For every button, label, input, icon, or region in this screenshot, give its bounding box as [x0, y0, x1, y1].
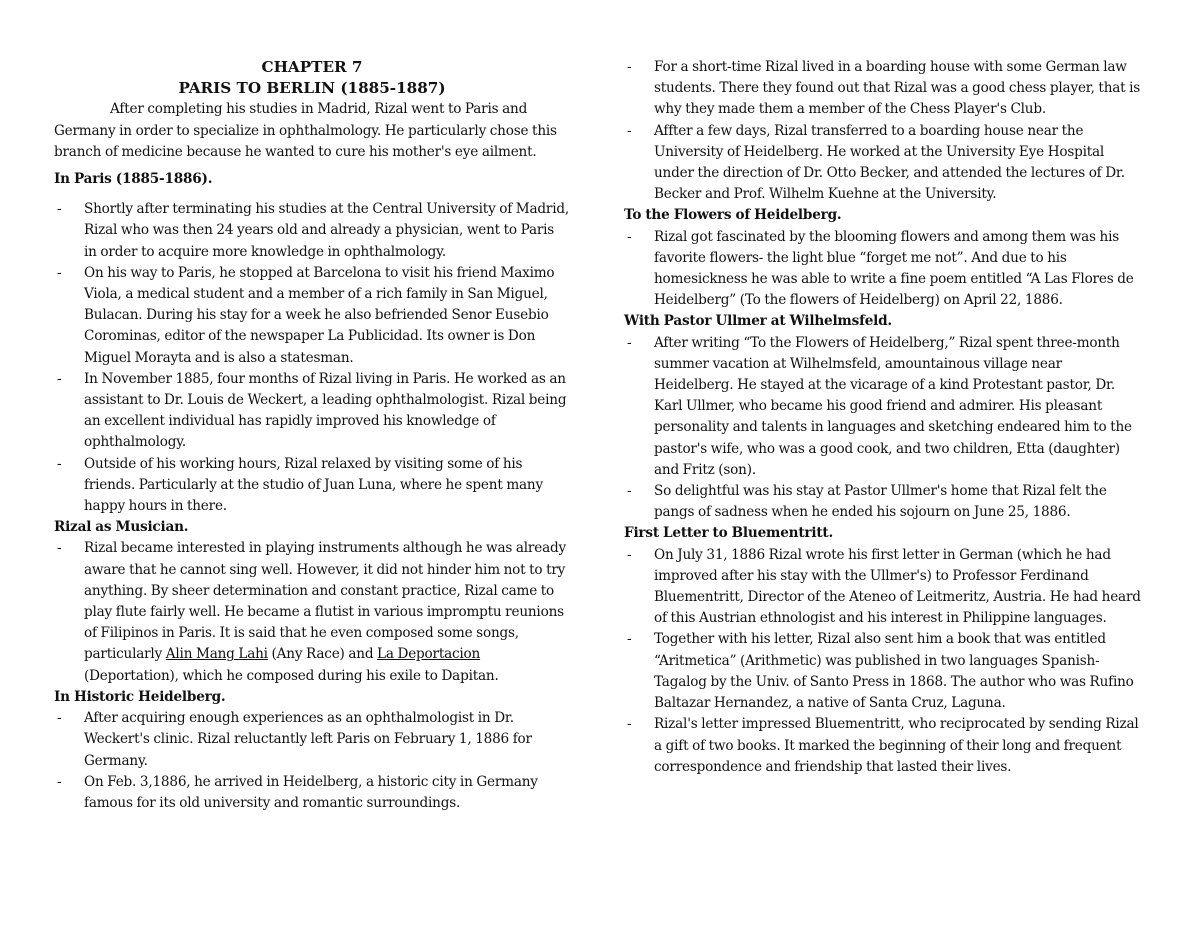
section-heading-heidelberg: In Historic Heidelberg. [54, 688, 226, 705]
list-item [54, 454, 570, 518]
list-item [54, 538, 570, 686]
list-item [624, 629, 1144, 714]
list-item [624, 481, 1144, 523]
bullet-marker: - [627, 546, 632, 563]
musician-text-2: (Any Race) and [267, 646, 378, 663]
musician-text-3: (Deportation), which he composed during his exile to Dapitan. [84, 667, 499, 684]
section-heading-ullmer: With Pastor Ullmer at Wilhelmsfeld. [624, 313, 892, 330]
song-title-alin-mang-lahi: Alin Mang Lahi [165, 646, 268, 663]
list-item-text: In November 1885, four months of Rizal living in Paris. He worked as an assistant to Dr. Louis de Weckert, a leading ophthalmologist. Rizal being an excellent individual has rapidly improved his knowledge of ophthalmology. [84, 370, 567, 451]
list-item [624, 714, 1144, 778]
song-title-la-deportacion: La Deportacion [377, 646, 481, 663]
bullet-marker: - [57, 773, 62, 790]
musician-list [54, 538, 570, 686]
list-item-text: After writing “To the Flowers of Heidelberg,” Rizal spent three-month summer vacation at Wilhelmsfeld, amountainous village near Heidelberg. He stayed at the vicarage of a kind Protestant pastor, Dr. Karl Ullmer, who became his good friend and admirer. His pleasant personality and talents in languages and sketching endeared him to the pastor's wife, who was a good cook, and two children, Etta (daughter) and Fritz (son). [654, 334, 1132, 478]
intro-paragraph: After completing his studies in Madrid, Rizal went to Paris and Germany in order to specialize in ophthalmology. He particularly chose this branch of medicine because he wanted to cure his mother's eye ailment. [54, 101, 557, 160]
bullet-marker: - [57, 370, 62, 387]
list-item [624, 121, 1144, 206]
bullet-marker: - [627, 122, 632, 139]
section-heading-blumentritt: First Letter to Bluementritt. [624, 525, 834, 542]
bullet-marker: - [57, 455, 62, 472]
heidelberg-list-right [624, 57, 1144, 205]
paris-list [54, 199, 570, 517]
left-column [54, 57, 570, 814]
ullmer-list [624, 333, 1144, 524]
bullet-marker: - [57, 540, 62, 557]
blumentritt-list [624, 545, 1144, 778]
list-item-text: Together with his letter, Rizal also sent him a book that was entitled “Aritmetica” (Arithmetic) was published in two languages Spanish-Tagalog by the Univ. of Santo Press in 1868. The author who was Rufino Baltazar Hernandez, a native of Santa Cruz, Laguna. [654, 631, 1134, 712]
list-item-text: On July 31, 1886 Rizal wrote his first letter in German (which he had improved after his stay with the Ullmer's) to Professor Ferdinand Bluementritt, Director of the Ateneo of Leitmeritz, Austria. He had heard of this Austrian ethnologist and his interest in Philippine languages. [654, 546, 1141, 627]
list-item [54, 263, 570, 369]
list-item-text: On Feb. 3,1886, he arrived in Heidelberg, a historic city in Germany famous for its old university and romantic surroundings. [84, 773, 538, 811]
list-item-text: Rizal got fascinated by the blooming flowers and among them was his favorite flowers- the light blue “forget me not”. And due to his homesickness he was able to write a fine poem entitled “A Las Flores de Heidelberg” (To the flowers of Heidelberg) on April 22, 1886. [654, 228, 1134, 309]
flowers-list [624, 227, 1144, 312]
bullet-marker: - [57, 710, 62, 727]
list-item-text: Outside of his working hours, Rizal relaxed by visiting some of his friends. Particularly at the studio of Juan Luna, where he spent many happy hours in there. [84, 455, 543, 515]
list-item-text: After acquiring enough experiences as an ophthalmologist in Dr. Weckert's clinic. Rizal reluctantly left Paris on February 1, 1886 for Germany. [84, 710, 532, 769]
list-item [54, 199, 570, 263]
heidelberg-list-left [54, 708, 570, 814]
musician-text-1: Rizal became interested in playing instruments although he was already aware that he cannot sing well. However, it did not hinder him not to try anything. By sheer determination and constant practice, Rizal came to play flute fairly well. He became a flutist in various impromptu reunions of Filipinos in Paris. It is said that he even composed some songs, particularly [84, 540, 566, 663]
list-item [624, 227, 1144, 312]
bullet-marker: - [627, 631, 632, 648]
bullet-marker: - [627, 716, 632, 733]
list-item [624, 545, 1144, 630]
list-item-text: Rizal's letter impressed Bluementritt, who reciprocated by sending Rizal a gift of two books. It marked the beginning of their long and frequent correspondence and friendship that lasted their lives. [654, 716, 1139, 775]
list-item [54, 708, 570, 772]
section-heading-musician: Rizal as Musician. [54, 519, 189, 536]
list-item [54, 772, 570, 814]
bullet-marker: - [627, 59, 632, 75]
bullet-marker: - [57, 264, 62, 281]
section-heading-flowers: To the Flowers of Heidelberg. [624, 207, 842, 224]
list-item-text: Shortly after terminating his studies at the Central University of Madrid, Rizal who was then 24 years old and already a physician, went to Paris in order to acquire more knowledge in ophthalmology. [84, 201, 570, 260]
list-item [624, 333, 1144, 481]
list-item [624, 57, 1144, 121]
list-item-text: So delightful was his stay at Pastor Ullmer's home that Rizal felt the pangs of sadness when he ended his sojourn on June 25, 1886. [654, 483, 1107, 521]
bullet-marker: - [627, 228, 632, 245]
list-item-text: On his way to Paris, he stopped at Barcelona to visit his friend Maximo Viola, a medical student and a member of a rich family in San Miguel, Bulacan. During his stay for a week he also befriended Senor Eusebio Corominas, editor of the newspaper La Publicidad. Its owner is Don Miguel Morayta and is also a statesman. [84, 264, 555, 366]
chapter-title: PARIS TO BERLIN (1885-1887) [178, 79, 446, 98]
bullet-marker: - [627, 483, 632, 500]
list-item-text: Affter a few days, Rizal transferred to a boarding house near the University of Heidelberg. He worked at the University Eye Hospital under the direction of Dr. Otto Becker, and attended the lectures of Dr. Becker and Prof. Wilhelm Kuehne at the University. [654, 122, 1125, 203]
bullet-marker: - [57, 201, 62, 218]
chapter-number: CHAPTER 7 [261, 58, 363, 76]
section-heading-paris: In Paris (1885-1886). [54, 171, 213, 188]
list-item-text: For a short-time Rizal lived in a boarding house with some German law students. There they found out that Rizal was a good chess player, that is why they made them a member of the Chess Player's Club. [654, 59, 1141, 118]
list-item [54, 369, 570, 454]
right-column [624, 57, 1144, 778]
bullet-marker: - [627, 334, 632, 351]
